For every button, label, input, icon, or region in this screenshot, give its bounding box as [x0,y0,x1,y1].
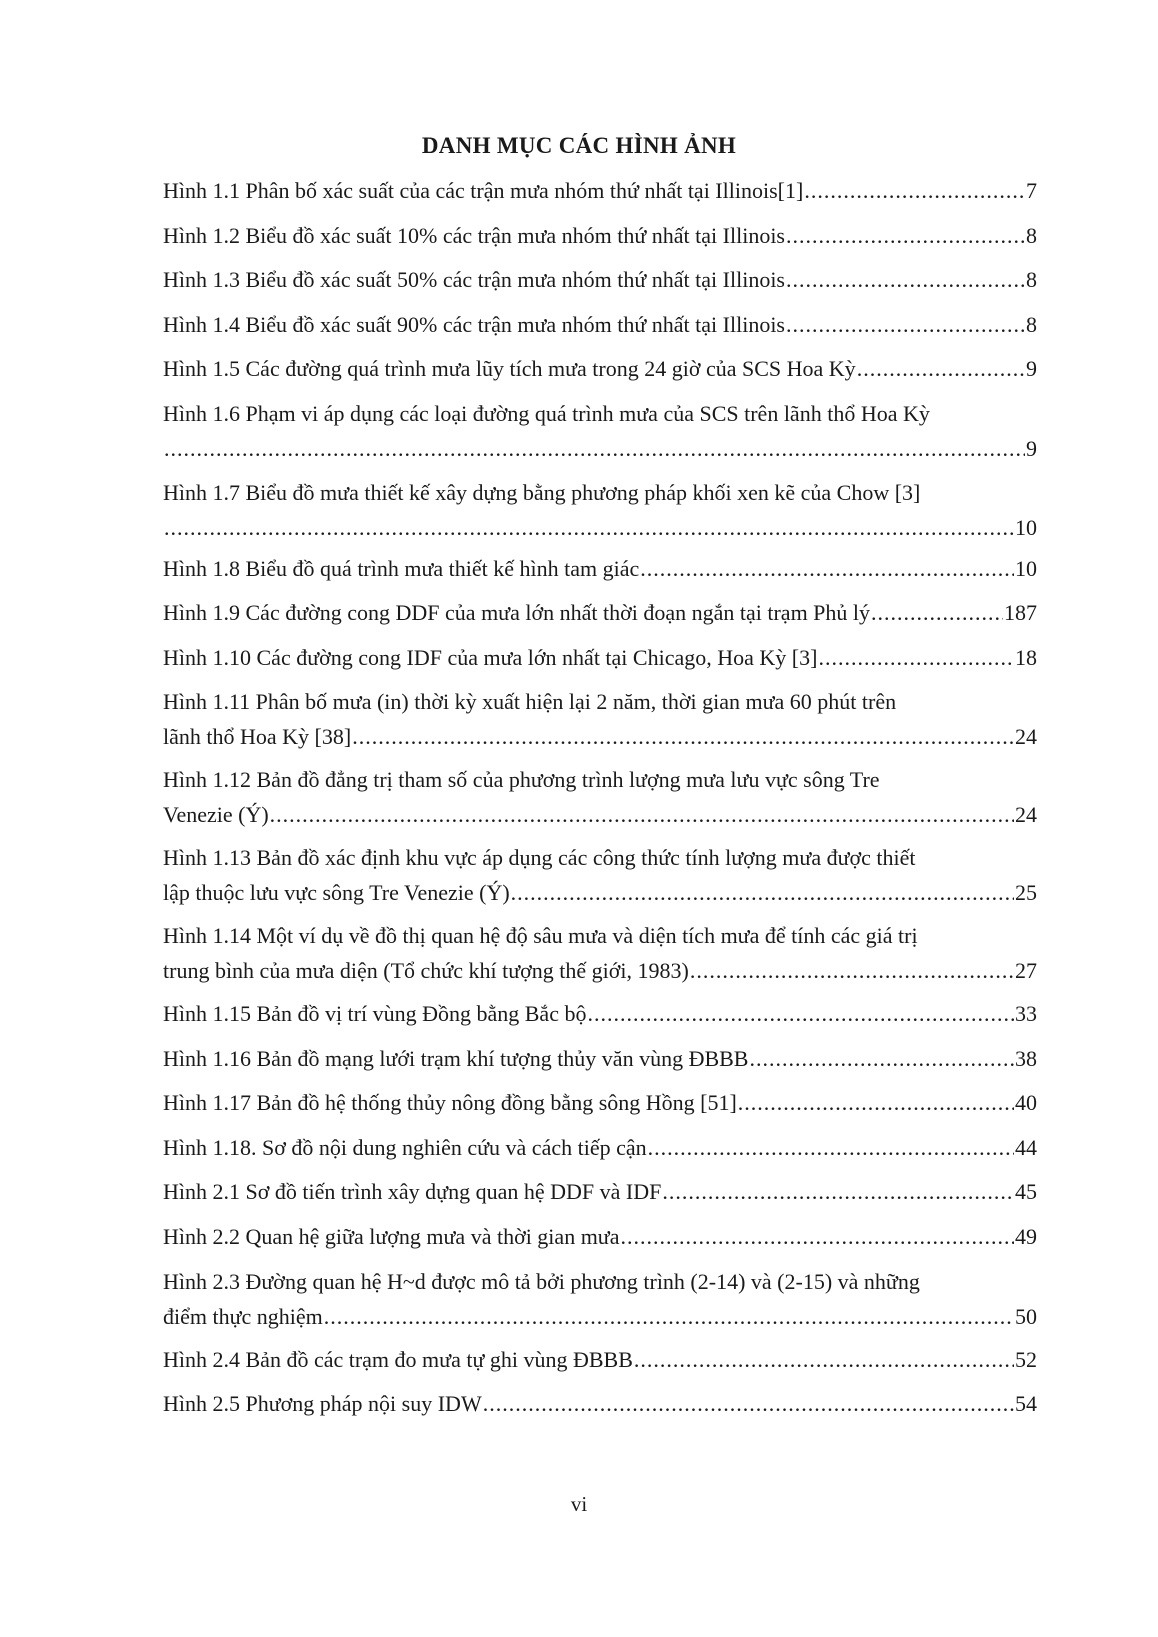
dot-leader [818,640,1014,675]
entry-text: Hình 1.16 Bản đồ mạng lưới trạm khí tượng thủy văn vùng ĐBBB [163,1046,749,1071]
page-number: vi [570,1492,588,1516]
entry-text: Hình 2.4 Bản đồ các trạm đo mưa tự ghi vùng ĐBBB [163,1347,633,1372]
entry-text: Venezie (Ý) [163,802,269,827]
entry-text: Hình 1.3 Biểu đồ xác suất 50% các trận mưa nhóm thứ nhất tại Illinois [163,267,785,292]
list-item [163,551,1037,586]
entry-page: 9 [1026,436,1037,461]
list-item [163,1264,1037,1334]
entry-text: Hình 1.2 Biểu đồ xác suất 10% các trận mưa nhóm thứ nhất tại Illinois [163,223,785,248]
list-item [163,918,1037,988]
entry-page: 44 [1015,1135,1037,1160]
entry-page: 10 [1015,515,1037,540]
entry-text: điểm thực nghiệm [163,1304,323,1329]
entry-first-line: Hình 1.12 Bản đồ đẳng trị tham số của phương trình lượng mưa lưu vực sông Tre [163,767,880,792]
entry-text: Hình 2.2 Quan hệ giữa lượng mưa và thời gian mưa [163,1224,620,1249]
dot-leader [511,875,1014,910]
entry-text: Hình 2.1 Sơ đồ tiến trình xây dựng quan hệ DDF và IDF [163,1179,662,1204]
dot-leader [587,996,1014,1031]
list-item [163,840,1037,910]
entry-text: Hình 1.5 Các đường quá trình mưa lũy tích mưa trong 24 giờ của SCS Hoa Kỳ [163,356,856,381]
entry-first-line: Hình 1.6 Phạm vi áp dụng các loại đường quá trình mưa của SCS trên lãnh thổ Hoa Kỳ [163,401,930,426]
entry-page: 7 [1026,178,1037,203]
dot-leader [738,1085,1014,1120]
entry-page: 54 [1015,1391,1037,1416]
dot-leader [857,351,1025,386]
list-item [163,1342,1037,1377]
entry-page: 9 [1026,356,1037,381]
entry-first-line: Hình 1.14 Một ví dụ về đồ thị quan hệ độ sâu mưa và diện tích mưa để tính các giá trị [163,923,918,948]
entry-page: 52 [1015,1347,1037,1372]
entry-text: Hình 1.9 Các đường cong DDF của mưa lớn nhất thời đoạn ngắn tại trạm Phủ lý [163,600,871,625]
entry-text: Hình 1.1 Phân bố xác suất của các trận mưa nhóm thứ nhất tại Illinois[1] [163,178,804,203]
page-title: DANH MỤC CÁC HÌNH ẢNH [421,133,737,158]
list-item [163,1219,1037,1254]
entry-text: Hình 1.8 Biểu đồ quá trình mưa thiết kế hình tam giác [163,556,640,581]
entry-page: 24 [1015,724,1037,749]
dot-leader [871,595,1003,630]
dot-leader [786,262,1025,297]
dot-leader [164,510,1014,545]
dot-leader [270,797,1014,832]
entry-page: 8 [1026,267,1037,292]
entry-text: lãnh thổ Hoa Kỳ [38] [163,724,352,749]
entry-text: Hình 1.17 Bản đồ hệ thống thủy nông đồng bằng sông Hồng [51] [163,1090,737,1115]
list-item [163,218,1037,253]
dot-leader [786,218,1025,253]
list-item [163,307,1037,342]
list-item [163,1041,1037,1076]
entry-page: 18 [1015,645,1037,670]
entry-text: Hình 1.4 Biểu đồ xác suất 90% các trận mưa nhóm thứ nhất tại Illinois [163,312,785,337]
list-item [163,475,1037,545]
entry-page: 8 [1026,312,1037,337]
entry-page: 27 [1015,958,1037,983]
list-item [163,351,1037,386]
dot-leader [690,953,1014,988]
list-item [163,1085,1037,1120]
entry-text: trung bình của mưa diện (Tổ chức khí tượng thế giới, 1983) [163,958,689,983]
entry-text: Hình 1.18. Sơ đồ nội dung nghiên cứu và cách tiếp cận [163,1135,647,1160]
entry-text: lập thuộc lưu vực sông Tre Venezie (Ý) [163,880,510,905]
entry-first-line: Hình 1.11 Phân bố mưa (in) thời kỳ xuất hiện lại 2 năm, thời gian mưa 60 phút trên [163,689,897,714]
list-item [163,262,1037,297]
dot-leader [786,307,1025,342]
list-item [163,595,1037,630]
dot-leader [804,173,1025,208]
entry-page: 50 [1015,1304,1037,1329]
list-item [163,173,1037,208]
entry-text: Hình 1.15 Bản đồ vị trí vùng Đồng bằng Bắc bộ [163,1001,587,1026]
entry-page: 24 [1015,802,1037,827]
dot-leader [749,1041,1014,1076]
dot-leader [621,1219,1015,1254]
entry-first-line: Hình 1.7 Biểu đồ mưa thiết kế xây dựng bằng phương pháp khối xen kẽ của Chow [3] [163,480,921,505]
entry-page: 8 [1026,223,1037,248]
list-item [163,1130,1037,1165]
entry-page: 40 [1015,1090,1037,1115]
dot-leader [640,551,1014,586]
dot-leader [662,1174,1014,1209]
list-item [163,762,1037,832]
entry-page: 10 [1015,556,1037,581]
list-item [163,1386,1037,1421]
entry-page: 38 [1015,1046,1037,1071]
list-item [163,1174,1037,1209]
list-item [163,996,1037,1031]
entry-first-line: Hình 2.3 Đường quan hệ H~d được mô tả bởi phương trình (2-14) và (2-15) và những [163,1269,920,1294]
dot-leader [483,1386,1014,1421]
entry-page: 45 [1015,1179,1037,1204]
dot-leader [352,719,1014,754]
entry-page: 25 [1015,880,1037,905]
dot-leader [164,431,1025,466]
list-item [163,684,1037,754]
entry-text: Hình 2.5 Phương pháp nội suy IDW [163,1391,482,1416]
list-item [163,640,1037,675]
entry-first-line: Hình 1.13 Bản đồ xác định khu vực áp dụng các công thức tính lượng mưa được thiết [163,845,916,870]
dot-leader [324,1299,1014,1334]
list-item [163,396,1037,466]
entry-page: 49 [1015,1224,1037,1249]
dot-leader [634,1342,1014,1377]
dot-leader [648,1130,1014,1165]
entry-text: Hình 1.10 Các đường cong IDF của mưa lớn nhất tại Chicago, Hoa Kỳ [3] [163,645,818,670]
entry-page: 33 [1015,1001,1037,1026]
entry-page: 187 [1004,600,1037,625]
